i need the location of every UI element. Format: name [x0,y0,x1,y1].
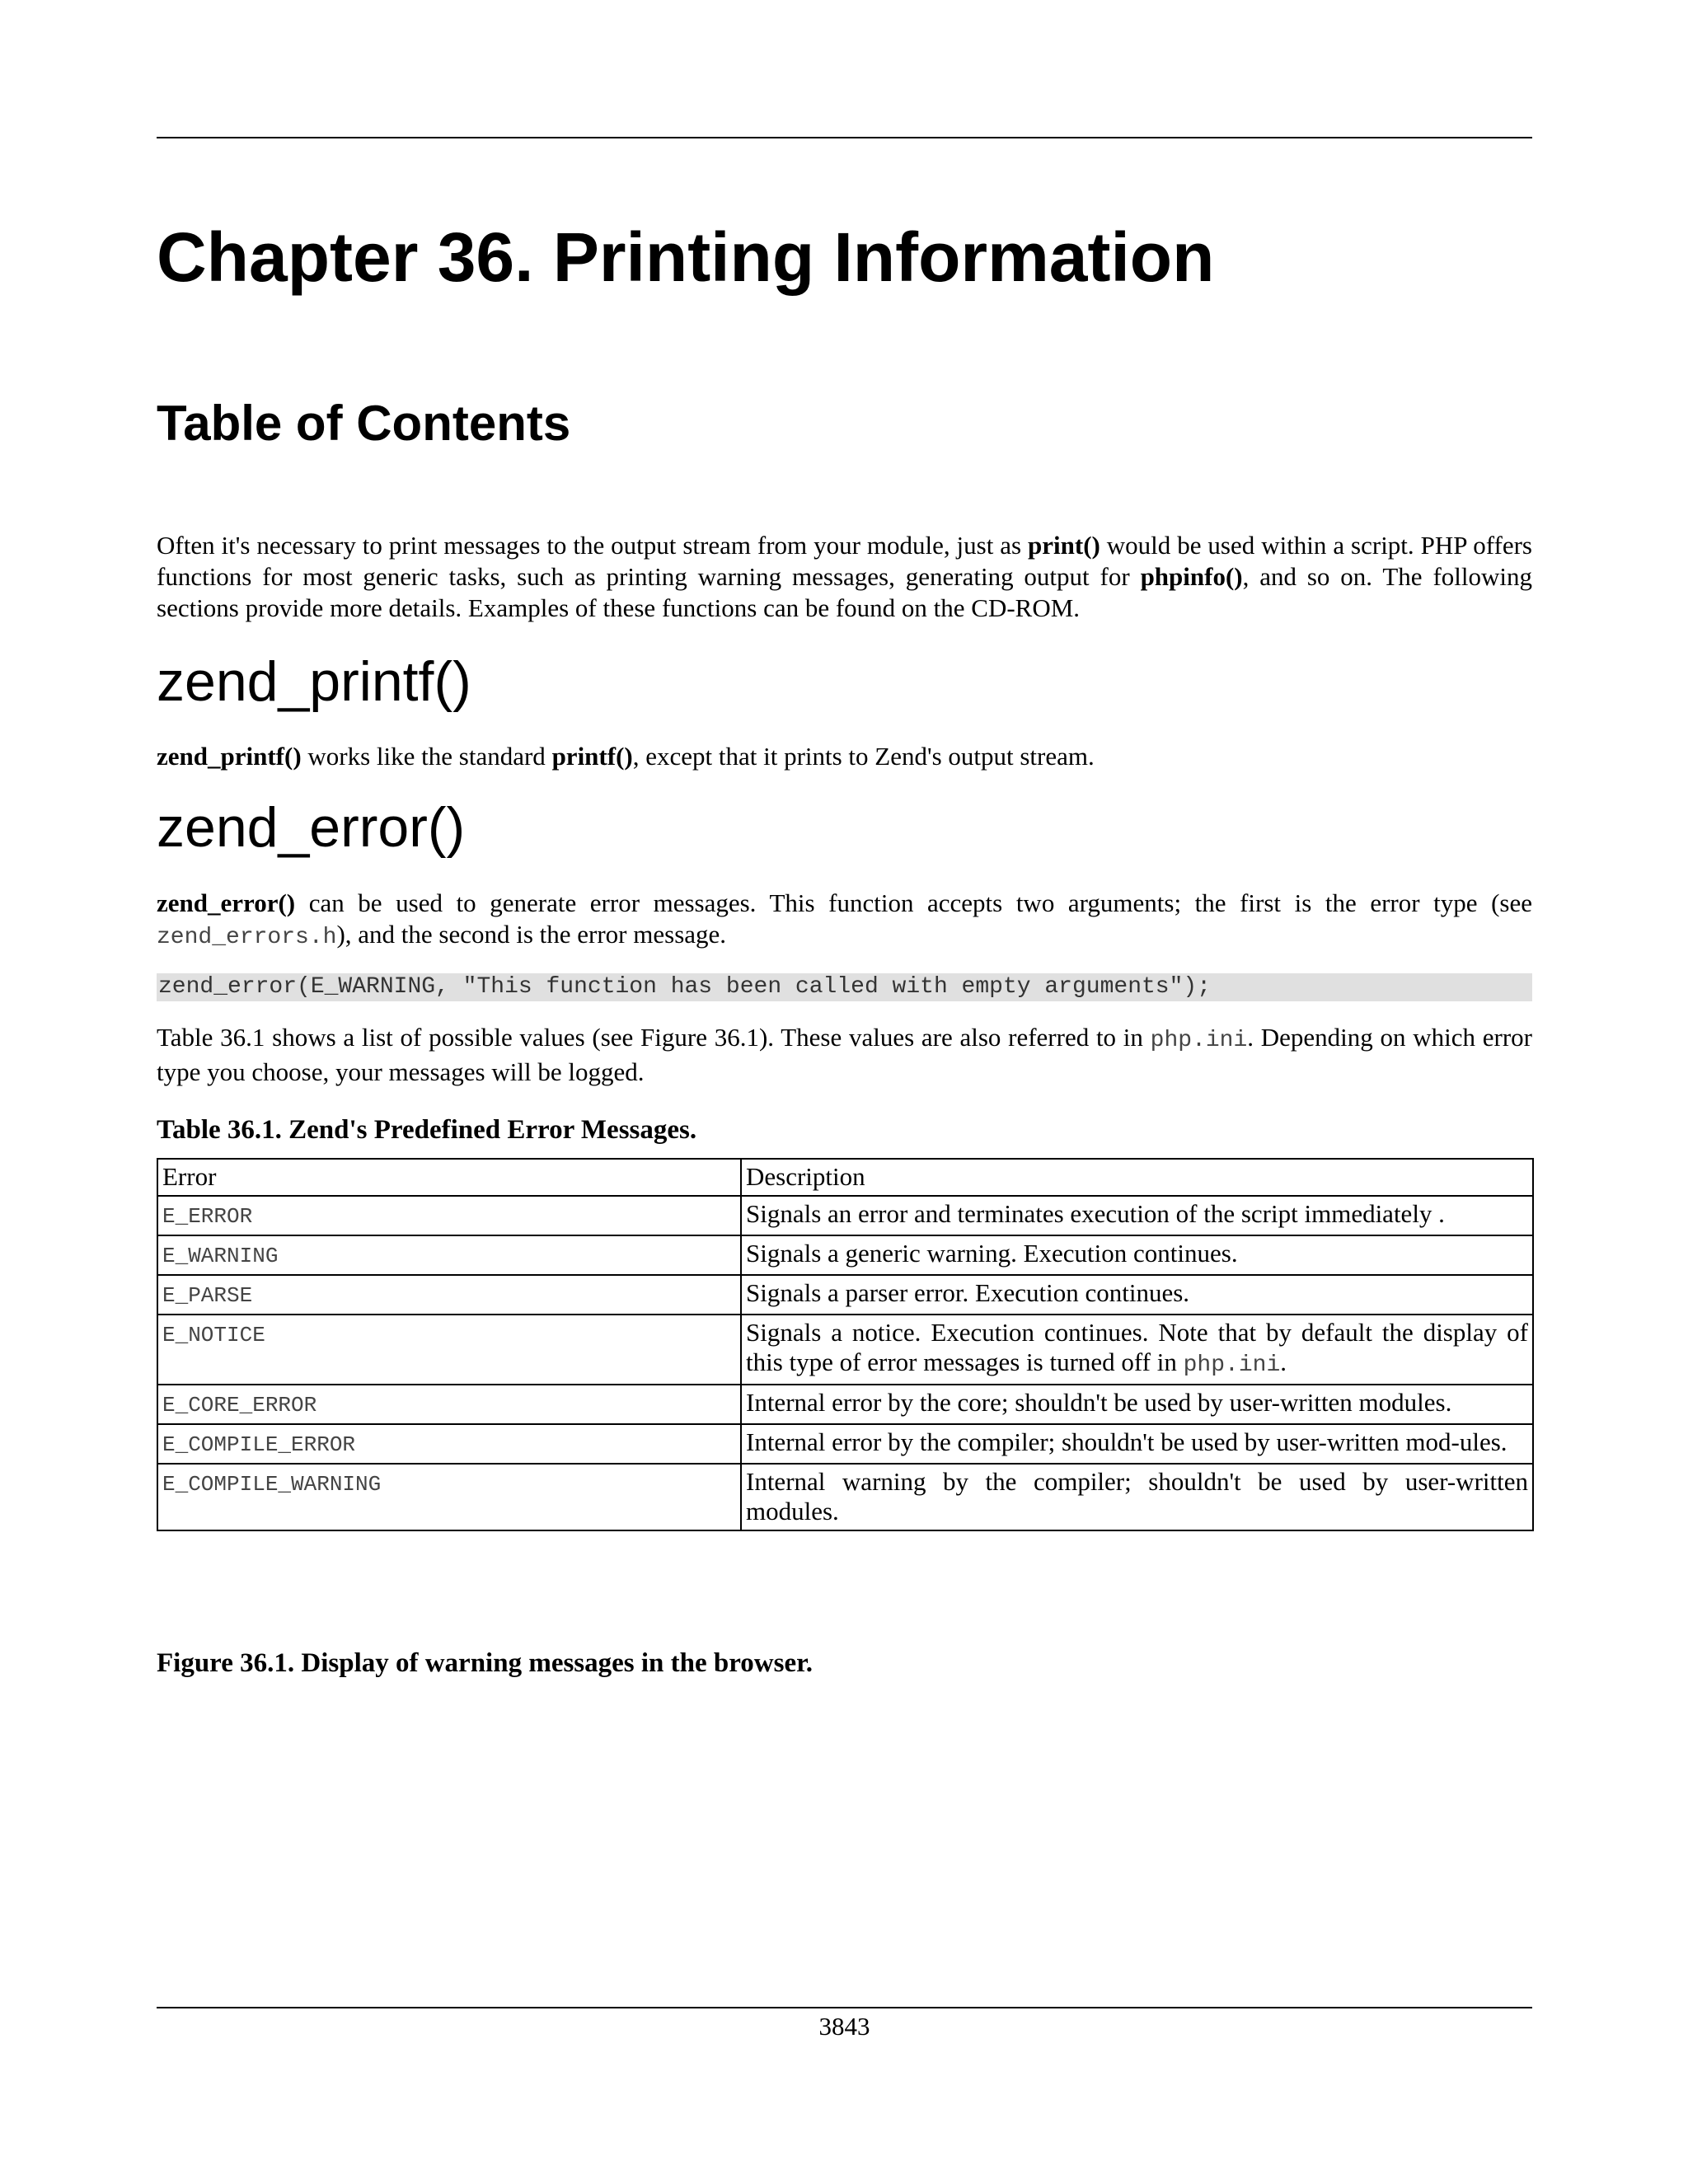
zend-printf-heading: zend_printf() [157,650,471,713]
code-example: zend_error(E_WARNING, "This function has been called with empty arguments"); [157,973,1532,1001]
error-code-cell: E_COMPILE_WARNING [157,1464,741,1530]
description-cell: Signals a parser error. Execution continues. [741,1275,1533,1315]
page-number: 3843 [818,2012,870,2041]
description-cell: Signals a generic warning. Execution continues. [741,1235,1533,1275]
table-note-text-2: . Depending on which error type you choose, your messages will be logged. [157,1023,1532,1086]
table-row [157,1464,1533,1530]
php-ini-filename: php.ini [1150,1028,1248,1053]
description-cell: Internal error by the compiler; shouldn't be used by user-written mod-ules. [741,1424,1533,1464]
error-code-cell: E_PARSE [157,1275,741,1315]
error-code-cell: E_COMPILE_ERROR [157,1424,741,1464]
table-note-text-1: Table 36.1 shows a list of possible values (see Figure 36.1). These values are also referred to in [157,1023,1151,1052]
description-cell: Internal warning by the compiler; shouldn't be used by user-written modules. [741,1464,1533,1530]
error-code-cell: E_ERROR [157,1196,741,1235]
table-row [157,1424,1533,1464]
php-ini-filename: php.ini [1183,1352,1281,1378]
zend-printf-name: zend_printf() [157,742,302,771]
print-function-name: print() [1028,531,1100,560]
table-reference-paragraph [157,1022,1532,1088]
printf-name: printf() [551,742,633,771]
footer-rule [157,2007,1532,2008]
table-header-row [157,1159,1533,1196]
column-header-description: Description [741,1159,1533,1196]
intro-text-2: would be used within a script. PHP offers functions for most generic tasks, such as printing warning messages, generating output for [157,531,1532,591]
intro-text-1: Often it's necessary to print messages to the output stream from your module, just as [157,531,1029,560]
zend-printf-text-2: , except that it prints to Zend's output stream. [632,742,1095,771]
error-code-cell: E_NOTICE [157,1315,741,1385]
intro-text-3: , and so on. The following sections provide more details. Examples of these functions can be found on the CD-ROM. [157,562,1532,622]
table-row [157,1196,1533,1235]
description-text: Signals a notice. Execution continues. Note that by default the display of this type of error messages is turned off in [746,1318,1528,1376]
description-cell: Signals an error and terminates execution of the script immediately . [741,1196,1533,1235]
description-cell: Internal error by the core; shouldn't be used by user-written modules. [741,1385,1533,1424]
document-page [157,0,1532,2184]
zend-printf-description [157,741,1532,772]
intro-paragraph [157,530,1532,624]
description-cell [741,1315,1533,1385]
zend-errors-header-file: zend_errors.h [157,925,337,950]
zend-printf-text-1: works like the standard [301,742,552,771]
zend-error-text-1: can be used to generate error messages. This function accepts two arguments; the first is the error type (see [295,888,1532,917]
zend-error-name: zend_error() [157,888,296,917]
error-code-cell: E_CORE_ERROR [157,1385,741,1424]
table-row [157,1385,1533,1424]
table-row [157,1275,1533,1315]
zend-error-text-2: ), and the second is the error message. [336,920,727,949]
zend-error-description [157,888,1532,954]
column-header-error: Error [157,1159,741,1196]
table-row [157,1235,1533,1275]
description-tail: . [1280,1347,1287,1376]
phpinfo-function-name: phpinfo() [1140,562,1243,591]
table-caption: Table 36.1. Zend's Predefined Error Messages. [157,1115,697,1145]
zend-error-heading: zend_error() [157,796,466,859]
chapter-title: Chapter 36. Printing Information [157,218,1215,296]
toc-heading: Table of Contents [157,396,571,451]
error-messages-table [157,1158,1534,1531]
figure-caption: Figure 36.1. Display of warning messages in the browser. [157,1648,813,1678]
header-rule [157,137,1532,138]
table-row [157,1315,1533,1385]
error-code-cell: E_WARNING [157,1235,741,1275]
